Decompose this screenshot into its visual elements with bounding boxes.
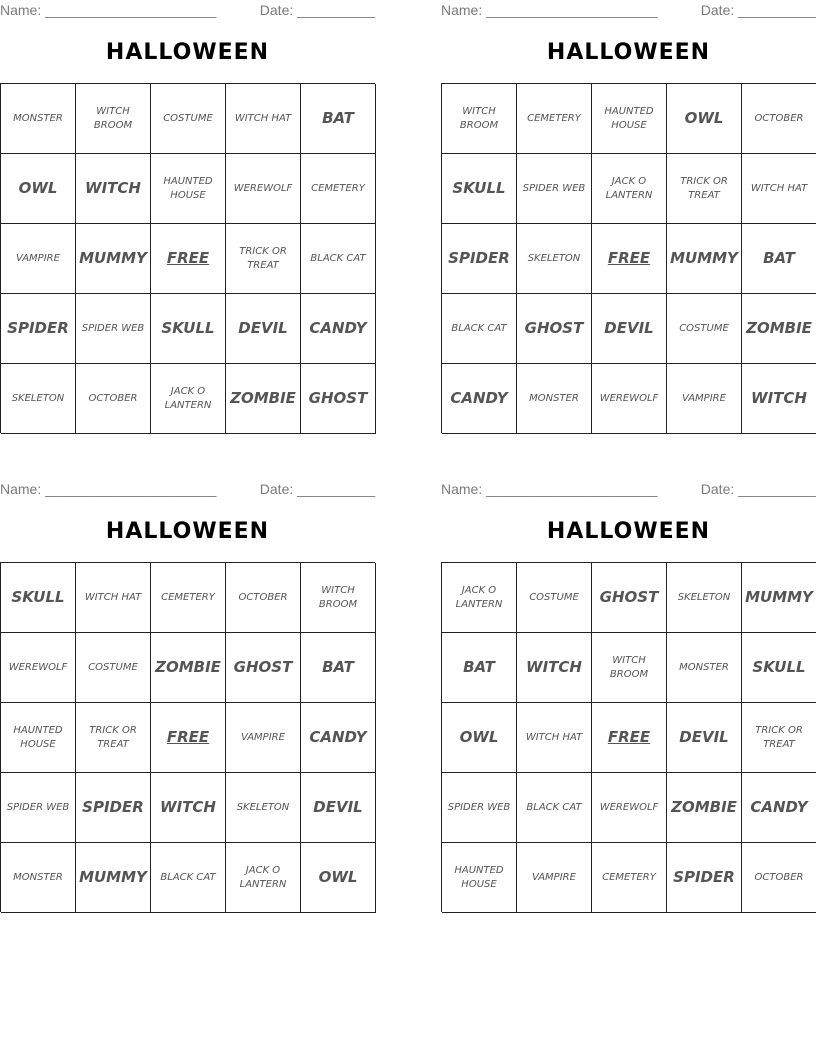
bingo-cell: WITCH xyxy=(517,633,592,703)
bingo-cell: MONSTER xyxy=(667,633,742,703)
bingo-cell: MUMMY xyxy=(76,224,151,294)
bingo-cell: SKELETON xyxy=(667,563,742,633)
bingo-cell: ZOMBIE xyxy=(667,773,742,843)
bingo-cell: VAMPIRE xyxy=(667,364,742,434)
bingo-cell: WITCH BROOM xyxy=(592,633,667,703)
bingo-cell: SPIDER WEB xyxy=(1,773,76,843)
bingo-cell: MUMMY xyxy=(742,563,816,633)
bingo-cell: JACK O LANTERN xyxy=(442,563,517,633)
bingo-cell: MONSTER xyxy=(1,84,76,154)
card-header xyxy=(0,481,375,499)
name-field-label: Name: ______________________ xyxy=(0,2,217,18)
bingo-cell: COSTUME xyxy=(76,633,151,703)
bingo-cell: OCTOBER xyxy=(226,563,301,633)
bingo-cell: SPIDER xyxy=(76,773,151,843)
date-field-label: Date: __________ xyxy=(700,481,816,497)
bingo-cell: DEVIL xyxy=(226,294,301,364)
bingo-cell: OWL xyxy=(667,84,742,154)
bingo-cell: WITCH HAT xyxy=(742,154,816,224)
bingo-cell: VAMPIRE xyxy=(1,224,76,294)
bingo-card xyxy=(0,479,375,919)
name-field-label: Name: ______________________ xyxy=(0,481,217,497)
bingo-cell: VAMPIRE xyxy=(517,843,592,913)
free-space-cell: FREE xyxy=(151,703,226,773)
bingo-cell: ZOMBIE xyxy=(742,294,816,364)
card-title: HALLOWEEN xyxy=(105,40,270,65)
bingo-cell: OCTOBER xyxy=(742,843,816,913)
bingo-grid xyxy=(0,562,375,912)
free-space-cell: FREE xyxy=(151,224,226,294)
bingo-cell: TRICK OR TREAT xyxy=(76,703,151,773)
bingo-cell: COSTUME xyxy=(517,563,592,633)
bingo-cell: WITCH xyxy=(151,773,226,843)
bingo-cell: CANDY xyxy=(301,703,376,773)
bingo-cell: SKULL xyxy=(151,294,226,364)
bingo-cell: WITCH HAT xyxy=(76,563,151,633)
card-header xyxy=(441,481,816,499)
bingo-cell: COSTUME xyxy=(151,84,226,154)
bingo-cell: WEREWOLF xyxy=(592,773,667,843)
bingo-cell: ZOMBIE xyxy=(151,633,226,703)
bingo-cell: SKELETON xyxy=(517,224,592,294)
bingo-cell: WITCH BROOM xyxy=(76,84,151,154)
free-space-cell: FREE xyxy=(592,703,667,773)
bingo-cell: OWL xyxy=(301,843,376,913)
bingo-cell: COSTUME xyxy=(667,294,742,364)
bingo-cell: GHOST xyxy=(226,633,301,703)
bingo-cell: SPIDER xyxy=(667,843,742,913)
bingo-cell: WITCH xyxy=(742,364,816,434)
bingo-cell: GHOST xyxy=(592,563,667,633)
bingo-cell: DEVIL xyxy=(667,703,742,773)
bingo-grid xyxy=(0,83,375,433)
card-title: HALLOWEEN xyxy=(546,519,711,544)
bingo-card xyxy=(441,0,816,440)
bingo-cell: WITCH BROOM xyxy=(442,84,517,154)
bingo-cell: HAUNTED HOUSE xyxy=(1,703,76,773)
bingo-cell: CEMETERY xyxy=(592,843,667,913)
bingo-cell: TRICK OR TREAT xyxy=(667,154,742,224)
bingo-cell: MUMMY xyxy=(667,224,742,294)
bingo-cell: SPIDER WEB xyxy=(442,773,517,843)
bingo-cell: BAT xyxy=(742,224,816,294)
bingo-grid xyxy=(441,562,816,912)
bingo-cell: ZOMBIE xyxy=(226,364,301,434)
bingo-cell: OWL xyxy=(1,154,76,224)
bingo-card xyxy=(441,479,816,919)
bingo-cell: BAT xyxy=(301,633,376,703)
bingo-cell: OCTOBER xyxy=(742,84,816,154)
date-field-label: Date: __________ xyxy=(700,2,816,18)
bingo-cell: SKULL xyxy=(1,563,76,633)
bingo-cell: BLACK CAT xyxy=(442,294,517,364)
free-space-cell: FREE xyxy=(592,224,667,294)
bingo-cell: CANDY xyxy=(742,773,816,843)
bingo-cell: SKELETON xyxy=(1,364,76,434)
bingo-cell: BLACK CAT xyxy=(301,224,376,294)
bingo-cell: CEMETERY xyxy=(301,154,376,224)
bingo-cell: JACK O LANTERN xyxy=(151,364,226,434)
bingo-cell: WITCH HAT xyxy=(517,703,592,773)
bingo-cell: SPIDER xyxy=(1,294,76,364)
bingo-cell: BLACK CAT xyxy=(517,773,592,843)
bingo-cell: DEVIL xyxy=(301,773,376,843)
bingo-cell: SKULL xyxy=(742,633,816,703)
bingo-cell: MONSTER xyxy=(517,364,592,434)
bingo-cell: DEVIL xyxy=(592,294,667,364)
bingo-cell: BLACK CAT xyxy=(151,843,226,913)
bingo-cell: SPIDER WEB xyxy=(517,154,592,224)
card-header xyxy=(0,2,375,20)
bingo-cell: MONSTER xyxy=(1,843,76,913)
bingo-cell: HAUNTED HOUSE xyxy=(151,154,226,224)
bingo-cell: MUMMY xyxy=(76,843,151,913)
bingo-cell: WEREWOLF xyxy=(226,154,301,224)
name-field-label: Name: ______________________ xyxy=(441,2,658,18)
date-field-label: Date: __________ xyxy=(259,2,375,18)
bingo-grid xyxy=(441,83,816,433)
bingo-cell: TRICK OR TREAT xyxy=(226,224,301,294)
bingo-cell: WEREWOLF xyxy=(592,364,667,434)
bingo-cell: SPIDER xyxy=(442,224,517,294)
bingo-cell: TRICK OR TREAT xyxy=(742,703,816,773)
bingo-cell: SPIDER WEB xyxy=(76,294,151,364)
bingo-cell: HAUNTED HOUSE xyxy=(442,843,517,913)
name-field-label: Name: ______________________ xyxy=(441,481,658,497)
date-field-label: Date: __________ xyxy=(259,481,375,497)
bingo-cell: CANDY xyxy=(301,294,376,364)
bingo-cell: OCTOBER xyxy=(76,364,151,434)
bingo-cell: GHOST xyxy=(301,364,376,434)
bingo-cell: CEMETERY xyxy=(151,563,226,633)
bingo-card xyxy=(0,0,375,440)
bingo-cell: OWL xyxy=(442,703,517,773)
bingo-cell: CEMETERY xyxy=(517,84,592,154)
bingo-cell: JACK O LANTERN xyxy=(592,154,667,224)
bingo-cell: WITCH xyxy=(76,154,151,224)
card-title: HALLOWEEN xyxy=(546,40,711,65)
bingo-cell: CANDY xyxy=(442,364,517,434)
bingo-cell: SKELETON xyxy=(226,773,301,843)
bingo-cell: WITCH HAT xyxy=(226,84,301,154)
bingo-cell: SKULL xyxy=(442,154,517,224)
card-title: HALLOWEEN xyxy=(105,519,270,544)
bingo-cell: JACK O LANTERN xyxy=(226,843,301,913)
bingo-cell: WITCH BROOM xyxy=(301,563,376,633)
card-header xyxy=(441,2,816,20)
bingo-cell: BAT xyxy=(301,84,376,154)
bingo-cell: HAUNTED HOUSE xyxy=(592,84,667,154)
bingo-cell: VAMPIRE xyxy=(226,703,301,773)
bingo-cell: BAT xyxy=(442,633,517,703)
bingo-cell: GHOST xyxy=(517,294,592,364)
bingo-cell: WEREWOLF xyxy=(1,633,76,703)
